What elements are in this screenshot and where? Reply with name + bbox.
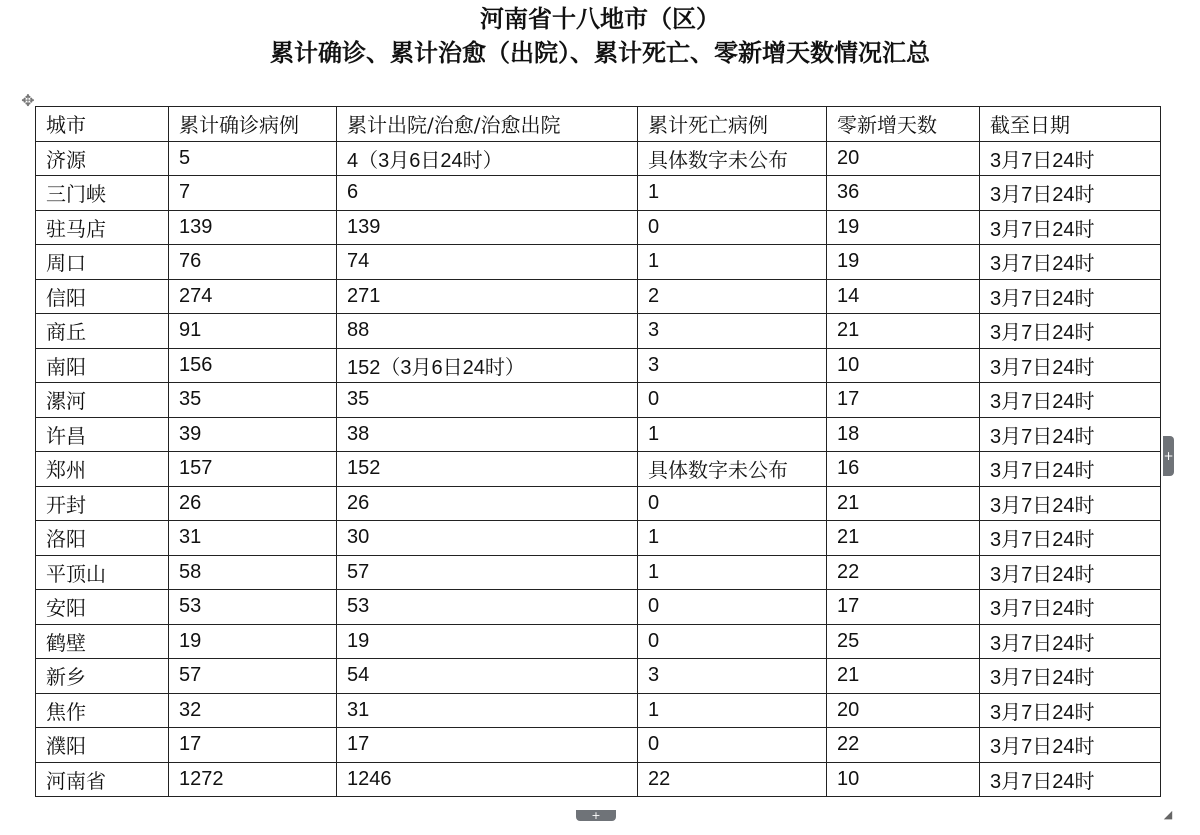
cell-zero-new-days[interactable]: 14	[827, 279, 980, 314]
cell-deaths[interactable]: 1	[638, 417, 827, 452]
cell-city[interactable]: 许昌	[36, 417, 169, 452]
cell-zero-new-days[interactable]: 20	[827, 693, 980, 728]
cell-city[interactable]: 南阳	[36, 348, 169, 383]
cell-city[interactable]: 鹤壁	[36, 624, 169, 659]
cell-deaths[interactable]: 0	[638, 728, 827, 763]
cell-confirmed[interactable]: 157	[169, 452, 337, 487]
cell-city[interactable]: 信阳	[36, 279, 169, 314]
cell-deaths[interactable]: 22	[638, 762, 827, 797]
cell-zero-new-days[interactable]: 19	[827, 210, 980, 245]
table-row	[36, 417, 1161, 452]
cell-deaths[interactable]: 1	[638, 555, 827, 590]
table-row	[36, 348, 1161, 383]
summary-table	[35, 106, 1161, 797]
cell-zero-new-days[interactable]: 19	[827, 245, 980, 280]
table-resize-icon[interactable]: ◢	[1163, 808, 1173, 821]
cell-recovered[interactable]: 139	[337, 210, 638, 245]
cell-recovered[interactable]: 53	[337, 590, 638, 625]
cell-confirmed[interactable]: 139	[169, 210, 337, 245]
table-row	[36, 762, 1161, 797]
table-row	[36, 659, 1161, 694]
cell-deaths[interactable]: 0	[638, 590, 827, 625]
document-title	[0, 2, 1200, 70]
cell-confirmed[interactable]: 26	[169, 486, 337, 521]
cell-zero-new-days[interactable]: 22	[827, 728, 980, 763]
cell-city[interactable]: 三门峡	[36, 176, 169, 211]
cell-confirmed[interactable]: 58	[169, 555, 337, 590]
cell-confirmed[interactable]: 19	[169, 624, 337, 659]
cell-confirmed[interactable]: 39	[169, 417, 337, 452]
cell-confirmed[interactable]: 31	[169, 521, 337, 556]
cell-as-of-date[interactable]: 3月7日24时	[980, 314, 1161, 349]
cell-confirmed[interactable]: 35	[169, 383, 337, 418]
cell-as-of-date[interactable]: 3月7日24时	[980, 555, 1161, 590]
cell-recovered[interactable]: 30	[337, 521, 638, 556]
table-body	[36, 107, 1161, 797]
cell-as-of-date[interactable]: 3月7日24时	[980, 590, 1161, 625]
cell-confirmed[interactable]: 7	[169, 176, 337, 211]
cell-zero-new-days[interactable]: 25	[827, 624, 980, 659]
cell-as-of-date[interactable]: 3月7日24时	[980, 279, 1161, 314]
cell-city[interactable]: 郑州	[36, 452, 169, 487]
cell-city[interactable]: 平顶山	[36, 555, 169, 590]
table-row	[36, 279, 1161, 314]
cell-confirmed[interactable]: 5	[169, 141, 337, 176]
cell-deaths[interactable]: 1	[638, 693, 827, 728]
cell-deaths[interactable]: 0	[638, 486, 827, 521]
table-row	[36, 624, 1161, 659]
title-line-1: 河南省十八地市（区）	[480, 4, 720, 33]
cell-as-of-date[interactable]: 3月7日24时	[980, 141, 1161, 176]
cell-recovered[interactable]: 88	[337, 314, 638, 349]
table-row	[36, 486, 1161, 521]
table-header-row	[36, 107, 1161, 142]
cell-as-of-date[interactable]: 3月7日24时	[980, 659, 1161, 694]
header-zero-new-days[interactable]: 零新增天数	[827, 107, 980, 142]
cell-deaths[interactable]: 具体数字未公布	[638, 452, 827, 487]
cell-city[interactable]: 安阳	[36, 590, 169, 625]
cell-confirmed[interactable]: 57	[169, 659, 337, 694]
cell-as-of-date[interactable]: 3月7日24时	[980, 348, 1161, 383]
cell-city[interactable]: 濮阳	[36, 728, 169, 763]
cell-as-of-date[interactable]: 3月7日24时	[980, 210, 1161, 245]
cell-city[interactable]: 焦作	[36, 693, 169, 728]
header-recovered[interactable]: 累计出院/治愈/治愈出院	[337, 107, 638, 142]
cell-zero-new-days[interactable]: 20	[827, 141, 980, 176]
cell-city[interactable]: 周口	[36, 245, 169, 280]
table-row	[36, 245, 1161, 280]
cell-deaths[interactable]: 3	[638, 659, 827, 694]
cell-as-of-date[interactable]: 3月7日24时	[980, 383, 1161, 418]
cell-recovered[interactable]: 38	[337, 417, 638, 452]
cell-recovered[interactable]: 1246	[337, 762, 638, 797]
cell-city[interactable]: 洛阳	[36, 521, 169, 556]
cell-zero-new-days[interactable]: 16	[827, 452, 980, 487]
cell-city[interactable]: 开封	[36, 486, 169, 521]
cell-confirmed[interactable]: 274	[169, 279, 337, 314]
title-line-2: 累计确诊、累计治愈（出院）、累计死亡、零新增天数情况汇总	[270, 38, 930, 67]
cell-zero-new-days[interactable]: 36	[827, 176, 980, 211]
table-row	[36, 314, 1161, 349]
cell-zero-new-days[interactable]: 17	[827, 383, 980, 418]
cell-city[interactable]: 驻马店	[36, 210, 169, 245]
header-confirmed[interactable]: 累计确诊病例	[169, 107, 337, 142]
cell-as-of-date[interactable]: 3月7日24时	[980, 245, 1161, 280]
cell-zero-new-days[interactable]: 22	[827, 555, 980, 590]
cell-zero-new-days[interactable]: 21	[827, 486, 980, 521]
cell-recovered[interactable]: 74	[337, 245, 638, 280]
table-row	[36, 555, 1161, 590]
cell-deaths[interactable]: 0	[638, 210, 827, 245]
cell-recovered[interactable]: 31	[337, 693, 638, 728]
cell-recovered[interactable]: 19	[337, 624, 638, 659]
cell-as-of-date[interactable]: 3月7日24时	[980, 624, 1161, 659]
cell-recovered[interactable]: 57	[337, 555, 638, 590]
cell-recovered[interactable]: 54	[337, 659, 638, 694]
table-row	[36, 383, 1161, 418]
cell-city[interactable]: 漯河	[36, 383, 169, 418]
add-row-plus-icon[interactable]: +	[576, 810, 616, 821]
cell-as-of-date[interactable]: 3月7日24时	[980, 176, 1161, 211]
table-row	[36, 210, 1161, 245]
cell-as-of-date[interactable]: 3月7日24时	[980, 417, 1161, 452]
cell-recovered[interactable]: 35	[337, 383, 638, 418]
table-row	[36, 141, 1161, 176]
cell-as-of-date[interactable]: 3月7日24时	[980, 693, 1161, 728]
cell-as-of-date[interactable]: 3月7日24时	[980, 521, 1161, 556]
header-city[interactable]: 城市	[36, 107, 169, 142]
cell-deaths[interactable]: 0	[638, 624, 827, 659]
cell-as-of-date[interactable]: 3月7日24时	[980, 452, 1161, 487]
cell-as-of-date[interactable]: 3月7日24时	[980, 728, 1161, 763]
cell-as-of-date[interactable]: 3月7日24时	[980, 486, 1161, 521]
cell-city[interactable]: 济源	[36, 141, 169, 176]
table-row	[36, 521, 1161, 556]
cell-recovered[interactable]: 152（3月6日24时）	[337, 348, 638, 383]
cell-deaths[interactable]: 3	[638, 314, 827, 349]
cell-deaths[interactable]: 1	[638, 521, 827, 556]
cell-deaths[interactable]: 1	[638, 245, 827, 280]
cell-zero-new-days[interactable]: 21	[827, 659, 980, 694]
cell-deaths[interactable]: 具体数字未公布	[638, 141, 827, 176]
table-row	[36, 728, 1161, 763]
cell-confirmed[interactable]: 76	[169, 245, 337, 280]
cell-recovered[interactable]: 271	[337, 279, 638, 314]
cell-confirmed[interactable]: 1272	[169, 762, 337, 797]
cell-recovered[interactable]: 152	[337, 452, 638, 487]
cell-confirmed[interactable]: 156	[169, 348, 337, 383]
cell-confirmed[interactable]: 17	[169, 728, 337, 763]
table-row	[36, 590, 1161, 625]
cell-zero-new-days[interactable]: 17	[827, 590, 980, 625]
header-deaths[interactable]: 累计死亡病例	[638, 107, 827, 142]
cell-city[interactable]: 商丘	[36, 314, 169, 349]
cell-recovered[interactable]: 17	[337, 728, 638, 763]
cell-city[interactable]: 河南省	[36, 762, 169, 797]
cell-deaths[interactable]: 1	[638, 176, 827, 211]
cell-as-of-date[interactable]: 3月7日24时	[980, 762, 1161, 797]
cell-confirmed[interactable]: 91	[169, 314, 337, 349]
cell-zero-new-days[interactable]: 18	[827, 417, 980, 452]
header-as-of-date[interactable]: 截至日期	[980, 107, 1161, 142]
add-column-plus-icon[interactable]: +	[1163, 436, 1174, 476]
table-row	[36, 176, 1161, 211]
cell-city[interactable]: 新乡	[36, 659, 169, 694]
cell-deaths[interactable]: 2	[638, 279, 827, 314]
cell-zero-new-days[interactable]: 10	[827, 348, 980, 383]
cell-zero-new-days[interactable]: 21	[827, 314, 980, 349]
table-row	[36, 452, 1161, 487]
cell-zero-new-days[interactable]: 21	[827, 521, 980, 556]
cell-recovered[interactable]: 6	[337, 176, 638, 211]
cell-confirmed[interactable]: 53	[169, 590, 337, 625]
cell-confirmed[interactable]: 32	[169, 693, 337, 728]
table-row	[36, 693, 1161, 728]
cell-recovered[interactable]: 26	[337, 486, 638, 521]
cell-deaths[interactable]: 3	[638, 348, 827, 383]
table-move-icon[interactable]: ✥	[21, 91, 35, 110]
cell-recovered[interactable]: 4（3月6日24时）	[337, 141, 638, 176]
cell-deaths[interactable]: 0	[638, 383, 827, 418]
cell-zero-new-days[interactable]: 10	[827, 762, 980, 797]
